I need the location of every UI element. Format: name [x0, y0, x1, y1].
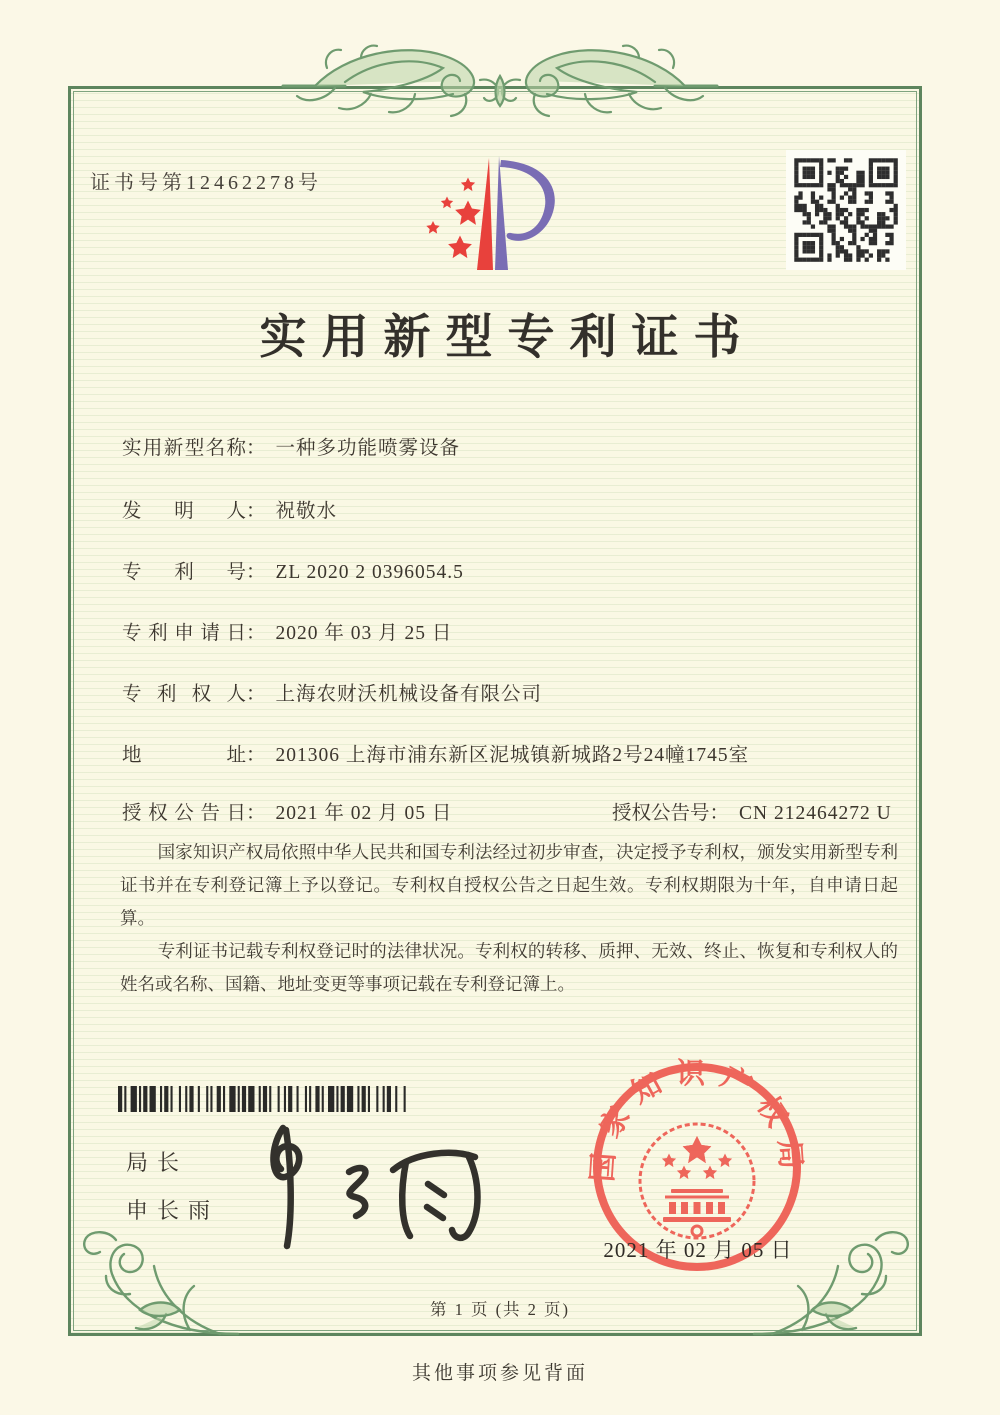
field-value: 2021 年 02 月 05 日	[275, 803, 453, 824]
field-label: 专利权人	[122, 684, 246, 705]
field-row-name	[122, 432, 460, 460]
field-row-inventor	[122, 495, 337, 523]
field-grant-number	[612, 797, 892, 825]
dragon-ornament-icon	[275, 30, 725, 122]
legal-paragraph-2: 专利证书记载专利权登记时的法律状况。专利权的转移、质押、无效、终止、恢复和专利权人的姓名或名称、国籍、地址变更等事项记载在专利登记簿上。	[120, 941, 898, 994]
field-row-patentee	[122, 678, 542, 706]
certificate-title: 实用新型专利证书	[259, 312, 756, 364]
cnipa-logo-icon	[423, 140, 608, 292]
legal-paragraph-1: 国家知识产权局依照中华人民共和国专利法经过初步审查，决定授予专利权，颁发实用新型专利证书并在专利登记簿上予以登记。专利权自授权公告之日起生效。专利权期限为十年，自申请日起算。	[120, 842, 898, 928]
field-colon: ：	[246, 803, 266, 824]
field-colon: ：	[246, 501, 266, 522]
field-value: 一种多功能喷雾设备	[275, 438, 461, 459]
svg-text:国家知识产权局: 国家知识产权局	[586, 1058, 808, 1183]
field-value: 祝敬水	[275, 501, 338, 522]
back-note: 其他事项参见背面	[411, 1363, 588, 1384]
field-value: CN 212464272 U	[739, 803, 892, 824]
certificate-number: 证书号第12462278号	[90, 172, 322, 194]
field-row-patent-number	[122, 556, 464, 584]
field-label: 实用新型名称	[122, 438, 246, 459]
field-label: 专利号	[122, 562, 246, 583]
commissioner-name: 申长雨	[126, 1198, 220, 1223]
page-indicator: 第 1 页 (共 2 页)	[429, 1300, 571, 1319]
field-label: 授权公告日	[122, 803, 246, 824]
field-row-address	[122, 739, 749, 767]
field-row-filing-date	[122, 617, 452, 645]
field-colon: ：	[246, 562, 266, 583]
field-colon: ：	[246, 438, 266, 459]
field-label: 专利申请日	[122, 623, 246, 644]
seal-date: 2021 年 02 月 05 日	[603, 1238, 793, 1262]
field-label: 发明人	[122, 501, 246, 522]
field-value: ZL 2020 2 0396054.5	[275, 562, 464, 583]
qr-code	[786, 150, 906, 270]
field-row-grant-date	[122, 797, 922, 825]
legal-text	[120, 836, 898, 1001]
field-colon: ：	[709, 803, 730, 824]
field-colon: ：	[246, 623, 266, 644]
field-colon: ：	[246, 745, 266, 766]
field-label: 授权公告号	[612, 803, 710, 824]
field-value: 上海农财沃机械设备有限公司	[275, 684, 543, 705]
field-label: 地址	[122, 745, 246, 766]
commissioner-title: 局长	[126, 1150, 189, 1175]
field-value: 201306 上海市浦东新区泥城镇新城路2号24幢1745室	[275, 745, 750, 766]
field-value: 2020 年 03 月 25 日	[275, 623, 453, 644]
barcode	[118, 1086, 406, 1112]
field-colon: ：	[246, 684, 266, 705]
corner-flourish-left-icon	[70, 1230, 240, 1336]
commissioner-signature	[225, 1114, 510, 1254]
